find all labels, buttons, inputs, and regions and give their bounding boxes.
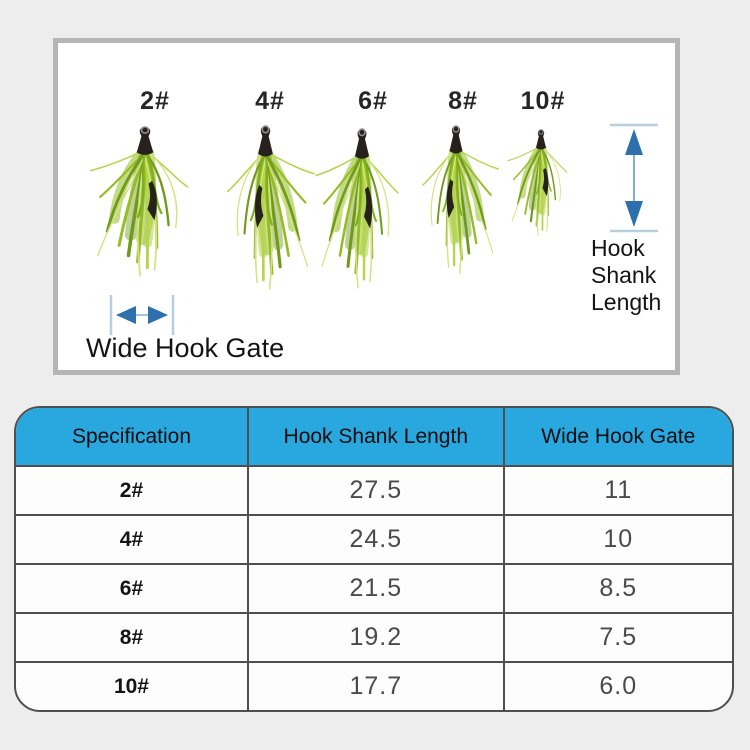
row-2-shank: 27.5	[248, 466, 504, 515]
row-10-shank: 17.7	[248, 662, 504, 710]
header-specification: Specification	[16, 408, 248, 466]
size-label-4: 4#	[255, 87, 285, 115]
table-row	[16, 564, 732, 613]
feather-jig-10-icon	[505, 129, 577, 237]
size-label-8: 8#	[448, 87, 478, 115]
row-2-gate: 11	[504, 466, 732, 515]
row-6-gate: 8.5	[504, 564, 732, 613]
table-row	[16, 662, 732, 710]
row-6-spec: 6#	[16, 564, 248, 613]
feather-jig-4-icon	[213, 125, 318, 291]
row-2-spec: 2#	[16, 466, 248, 515]
row-8-spec: 8#	[16, 613, 248, 662]
row-6-shank: 21.5	[248, 564, 504, 613]
size-label-10: 10#	[520, 87, 566, 115]
header-hook-shank-length: Hook Shank Length	[248, 408, 504, 466]
specification-table	[14, 406, 734, 712]
hook-gate-arrow-icon	[108, 293, 176, 337]
row-4-gate: 10	[504, 515, 732, 564]
feather-jig-8-icon	[410, 125, 502, 275]
feather-jig-2-icon	[86, 126, 204, 278]
row-10-gate: 6.0	[599, 672, 638, 701]
table-row	[16, 466, 732, 515]
shank-label-line-3: Length	[591, 289, 662, 315]
feather-jig-6-icon	[312, 128, 412, 290]
table-row	[16, 515, 732, 564]
row-8-gate: 7.5	[504, 613, 732, 662]
size-label-6: 6#	[358, 87, 388, 115]
shank-length-arrow-icon	[606, 119, 662, 237]
header-wide-hook-gate: Wide Hook Gate	[504, 408, 732, 466]
row-10-spec: 10#	[16, 662, 248, 710]
shank-label-line-1: Hook	[591, 235, 645, 261]
table-header-row	[16, 408, 732, 466]
row-8-shank: 19.2	[248, 613, 504, 662]
table-row	[16, 613, 732, 662]
shank-label-line-2: Shank	[591, 262, 657, 288]
product-photo-panel	[53, 38, 680, 375]
hook-gate-label: Wide Hook Gate	[86, 333, 285, 363]
row-4-shank: 24.5	[248, 515, 504, 564]
shank-length-label	[591, 235, 661, 316]
size-label-2: 2#	[140, 87, 170, 115]
row-4-spec: 4#	[16, 515, 248, 564]
